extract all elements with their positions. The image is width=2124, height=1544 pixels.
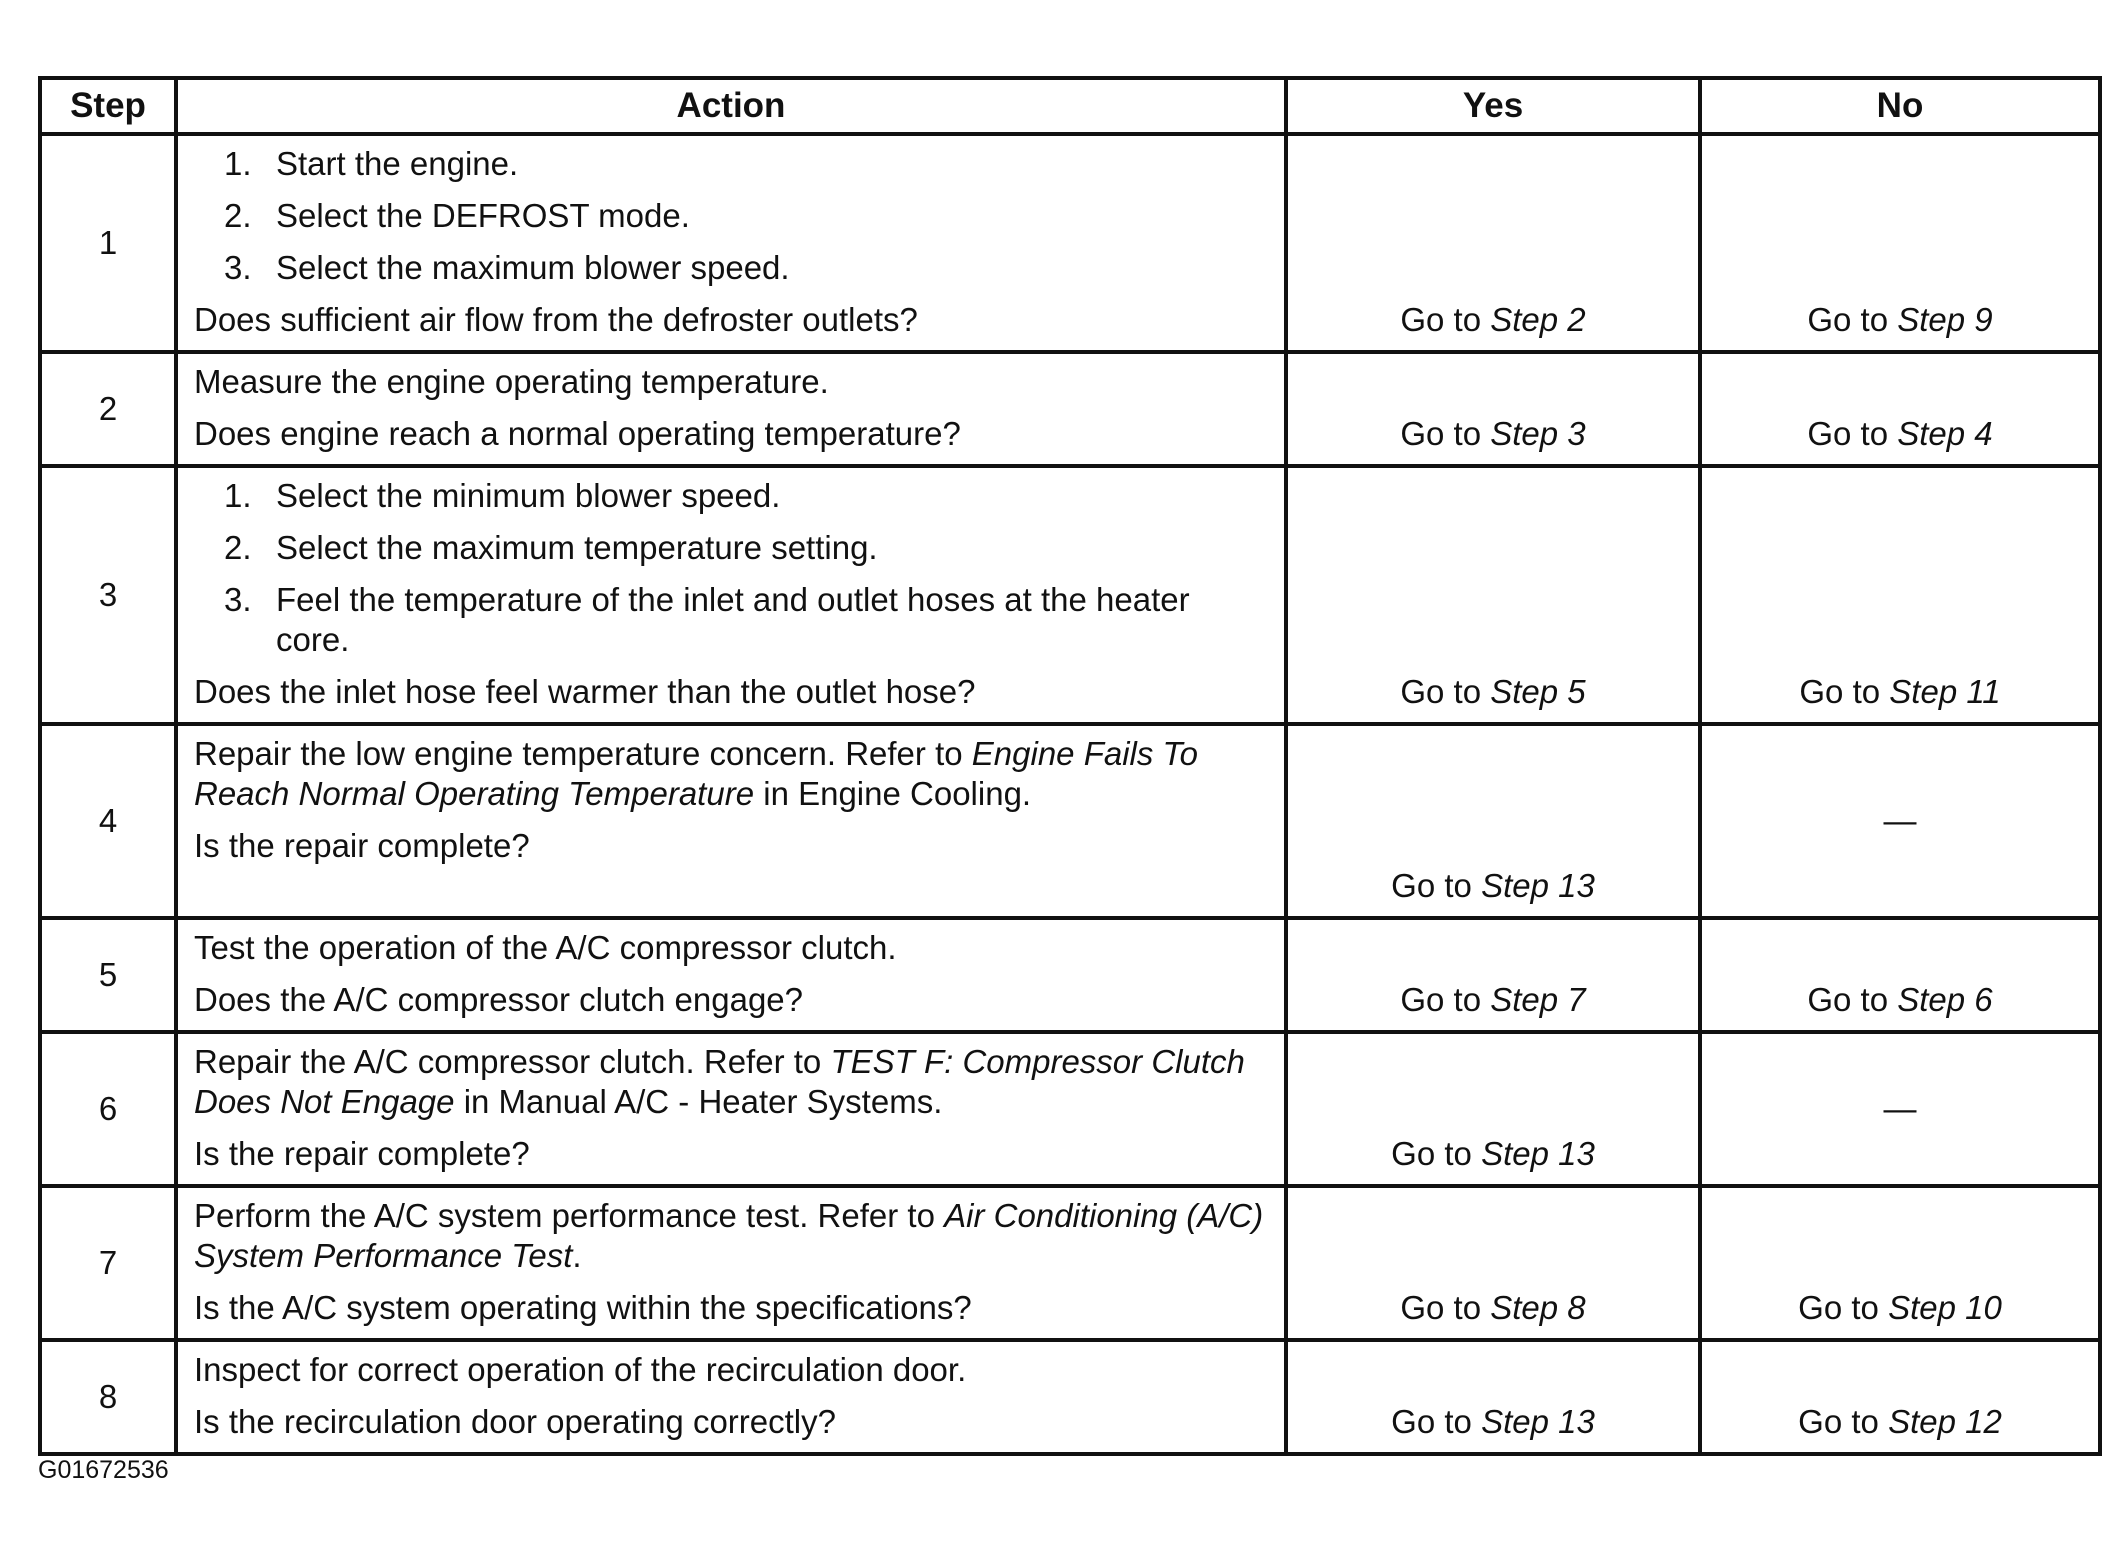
question: Is the repair complete? [194,827,530,864]
question: Is the recirculation door operating correctly? [194,1403,836,1440]
go-to-text: Go to [1400,1289,1482,1326]
action-cell [176,1032,1286,1186]
list-number: 1. [224,477,252,514]
go-to-text: Go to [1799,673,1881,710]
table-row [40,724,2100,918]
question: Does the inlet hose feel warmer than the outlet hose? [194,673,976,710]
step-link[interactable]: Step 7 [1490,981,1586,1018]
step-number: 1 [40,134,176,352]
step-link[interactable]: Step 11 [1889,673,2001,710]
table-row [40,352,2100,466]
no-outcome [1700,918,2100,1032]
header-yes: Yes [1286,78,1700,134]
list-item [194,144,1270,184]
action-cell [176,1186,1286,1340]
step-number: 7 [40,1186,176,1340]
list-number: 2. [224,529,252,566]
step-link[interactable]: Step 5 [1490,673,1586,710]
go-to-text: Go to [1400,673,1482,710]
action-cell [176,466,1286,724]
no-outcome: — [1700,724,2100,918]
list-number: 1. [224,145,252,182]
header-no: No [1700,78,2100,134]
question: Is the repair complete? [194,1135,530,1172]
yes-outcome [1286,724,1700,918]
instruction [194,734,1270,814]
step-link[interactable]: Step 4 [1897,415,1993,452]
action-cell [176,724,1286,918]
yes-outcome [1286,352,1700,466]
list-item [194,528,1270,568]
reference-link[interactable]: Engine Fails To Reach Normal Operating Temperature [194,735,1199,812]
go-to-text: Go to [1400,415,1482,452]
step-number: 2 [40,352,176,466]
instruction-text: . [572,1237,582,1274]
no-outcome [1700,352,2100,466]
step-link[interactable]: Step 13 [1481,1403,1595,1440]
step-number: 4 [40,724,176,918]
table-row [40,1186,2100,1340]
step-link[interactable]: Step 9 [1897,301,1993,338]
list-text: Select the maximum temperature setting. [276,529,878,566]
list-number: 3. [224,249,252,286]
instruction-text: Perform the A/C system performance test. Refer to [194,1197,935,1234]
table-row [40,918,2100,1032]
instruction: Inspect for correct operation of the recirculation door. [194,1351,967,1388]
list-text: Select the maximum blower speed. [276,249,790,286]
list-item [194,196,1270,236]
instruction-text: in Engine Cooling. [763,775,1032,812]
step-link[interactable]: Step 2 [1490,301,1586,338]
instruction-text: in Manual A/C - Heater Systems. [463,1083,943,1120]
step-link[interactable]: Step 10 [1888,1289,2002,1326]
go-to-text: Go to [1798,1403,1879,1440]
list-item [194,476,1270,516]
step-number: 3 [40,466,176,724]
list-text: Feel the temperature of the inlet and outlet hoses at the heater core. [276,581,1190,658]
action-cell [176,1340,1286,1454]
list-number: 2. [224,197,252,234]
go-to-text: Go to [1400,981,1482,1018]
table-row [40,1340,2100,1454]
table-row [40,134,2100,352]
reference-link[interactable]: TEST F: Compressor Clutch Does Not Engage [194,1043,1245,1120]
no-outcome [1700,134,2100,352]
instruction-text: Repair the low engine temperature concern. Refer to [194,735,963,772]
question: Does sufficient air flow from the defroster outlets? [194,301,918,338]
step-number: 5 [40,918,176,1032]
go-to-text: Go to [1391,1403,1472,1440]
question: Does engine reach a normal operating temperature? [194,415,961,452]
header-row [40,78,2100,134]
no-outcome [1700,466,2100,724]
step-number: 6 [40,1032,176,1186]
step-number: 8 [40,1340,176,1454]
instruction: Test the operation of the A/C compressor clutch. [194,929,897,966]
go-to-text: Go to [1807,981,1889,1018]
go-to-text: Go to [1807,415,1889,452]
action-cell [176,134,1286,352]
header-step: Step [40,78,176,134]
step-link[interactable]: Step 8 [1490,1289,1586,1326]
question: Is the A/C system operating within the specifications? [194,1289,972,1326]
diagnostic-table [38,76,2102,1456]
list-text: Select the DEFROST mode. [276,197,690,234]
reference-link[interactable]: Air Conditioning (A/C) System Performance Test [194,1197,1264,1274]
yes-outcome [1286,1340,1700,1454]
yes-outcome [1286,1186,1700,1340]
go-to-text: Go to [1798,1289,1879,1326]
go-to-text: Go to [1400,301,1482,338]
no-outcome [1700,1340,2100,1454]
step-link[interactable]: Step 12 [1888,1403,2002,1440]
instruction [194,1042,1270,1122]
question: Does the A/C compressor clutch engage? [194,981,804,1018]
go-to-text: Go to [1391,867,1472,904]
action-cell [176,918,1286,1032]
list-item [194,580,1270,660]
go-to-text: Go to [1391,1135,1472,1172]
step-link[interactable]: Step 6 [1897,981,1993,1018]
instruction: Measure the engine operating temperature. [194,363,829,400]
step-link[interactable]: Step 13 [1481,1135,1595,1172]
yes-outcome [1286,918,1700,1032]
go-to-text: Go to [1807,301,1889,338]
instruction [194,1196,1270,1276]
yes-outcome [1286,466,1700,724]
list-number: 3. [224,581,252,618]
list-text: Start the engine. [276,145,519,182]
no-outcome: — [1700,1032,2100,1186]
header-action: Action [176,78,1286,134]
step-link[interactable]: Step 3 [1490,415,1586,452]
instruction-text: Repair the A/C compressor clutch. Refer to [194,1043,822,1080]
list-text: Select the minimum blower speed. [276,477,781,514]
yes-outcome [1286,1032,1700,1186]
no-outcome [1700,1186,2100,1340]
action-cell [176,352,1286,466]
yes-outcome [1286,134,1700,352]
list-item [194,248,1270,288]
table-row [40,466,2100,724]
table-row [40,1032,2100,1186]
step-link[interactable]: Step 13 [1481,867,1595,904]
figure-id: G01672536 [38,1456,169,1484]
